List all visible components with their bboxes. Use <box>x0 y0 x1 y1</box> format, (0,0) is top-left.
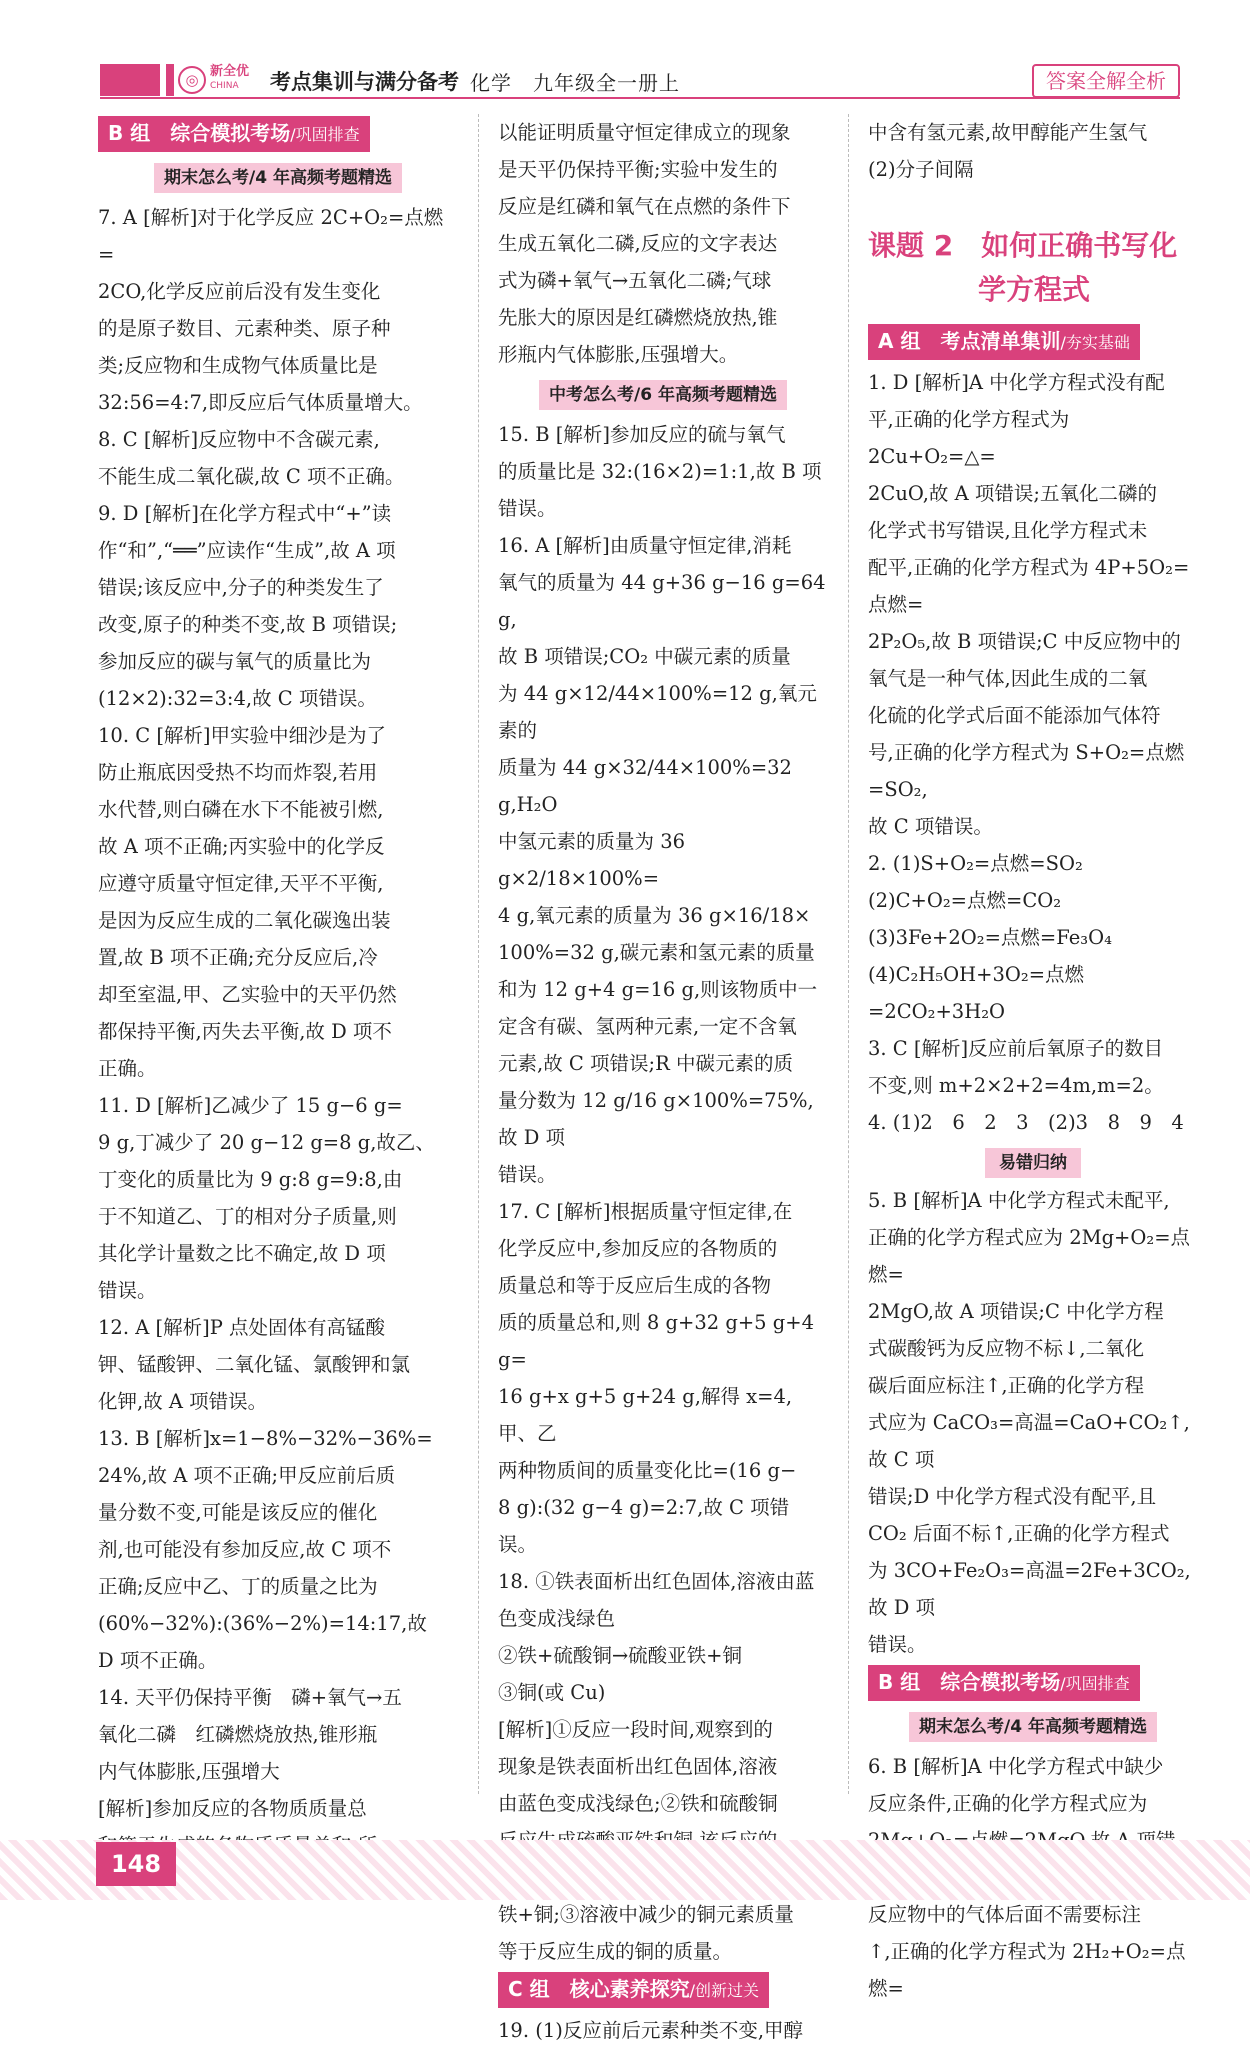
text-line: 反应是红磷和氧气在点燃的条件下 <box>498 195 791 218</box>
text-line: 质量为 44 g×32/44×100%=32 g,H₂O <box>498 756 792 816</box>
text-line: 正确;反应中乙、丁的质量之比为 <box>98 1575 378 1598</box>
text-line: 错误。 <box>98 1279 157 1302</box>
text-line: (4)C₂H₅OH+3O₂=点燃=2CO₂+3H₂O <box>868 963 1085 1023</box>
text-line: 不能生成二氧化碳,故 C 项不正确。 <box>98 465 405 488</box>
text-line: (12×2):32=3:4,故 C 项错误。 <box>98 687 377 710</box>
text-line: 是因为反应生成的二氧化碳逸出装 <box>98 909 391 932</box>
column-3 <box>868 114 1198 2007</box>
text-line: 14. 天平仍保持平衡 磷+氧气→五 <box>98 1686 402 1709</box>
text-line: 质的质量总和,则 8 g+32 g+5 g+4 g= <box>498 1311 814 1371</box>
text-line: 形瓶内气体膨胀,压强增大。 <box>498 343 739 366</box>
text-line: 却至室温,甲、乙实验中的天平仍然 <box>98 983 397 1006</box>
text-line: 反应条件,正确的化学方程式应为 <box>868 1792 1148 1815</box>
text-line: 24%,故 A 项不正确;甲反应前后质 <box>98 1464 396 1487</box>
subsection-heading: 中考怎么考/6 年高频考题精选 <box>498 375 828 412</box>
page-header <box>100 64 1180 96</box>
text-line: 9 g,丁减少了 20 g−12 g=8 g,故乙、 <box>98 1131 435 1154</box>
text-line: 都保持平衡,丙失去平衡,故 D 项不 <box>98 1020 392 1043</box>
text-line: 其化学计量数之比不确定,故 D 项 <box>98 1242 386 1265</box>
text-line: CO₂ 后面不标↑,正确的化学方程式 <box>868 1522 1170 1545</box>
text-line: (2)分子间隔 <box>868 158 974 181</box>
text-line: 2MgO,故 A 项错误;C 中化学方程 <box>868 1300 1164 1323</box>
column-divider <box>848 114 849 1794</box>
text-line: [解析]①反应一段时间,观察到的 <box>498 1718 773 1741</box>
text-line: ③铜(或 Cu) <box>498 1681 606 1704</box>
answer-text-block <box>498 2012 828 2049</box>
text-line: ②铁+硫酸铜→硫酸亚铁+铜 <box>498 1644 743 1667</box>
answer-text-block <box>98 199 458 1864</box>
answer-text-block <box>868 364 1198 1141</box>
text-line: 水代替,则白磷在水下不能被引燃, <box>98 798 384 821</box>
text-line: 正确。 <box>98 1057 157 1080</box>
text-line: 错误;D 中化学方程式没有配平,且 <box>868 1485 1157 1508</box>
text-line: 剂,也可能没有参加反应,故 C 项不 <box>98 1538 392 1561</box>
text-line: 氧气的质量为 44 g+36 g−16 g=64 g, <box>498 571 826 631</box>
text-line: 量分数为 12 g/16 g×100%=75%,故 D 项 <box>498 1089 814 1149</box>
text-line: (60%−32%):(36%−2%)=14:17,故 <box>98 1612 427 1635</box>
header-rule <box>100 97 1180 99</box>
text-line: 式碳酸钙为反应物不标↓,二氧化 <box>868 1337 1145 1360</box>
tag-error-summary: 易错归纳 <box>868 1143 1198 1180</box>
text-line: 4. (1)2 6 2 3 (2)3 8 9 4 <box>868 1111 1184 1134</box>
text-line: 类;反应物和生成物气体质量比是 <box>98 354 378 377</box>
header-badge: 答案全解全析 <box>1032 64 1180 98</box>
logo-icon: ◎ <box>178 66 206 94</box>
text-line: 16. A [解析]由质量守恒定律,消耗 <box>498 534 792 557</box>
text-line: 错误。 <box>868 1633 927 1656</box>
text-line: 改变,原子的种类不变,故 B 项错误; <box>98 613 398 636</box>
text-line: 化学反应中,参加反应的各物质的 <box>498 1237 778 1260</box>
page-number: 148 <box>96 1842 176 1886</box>
header-accent-bar <box>100 64 160 96</box>
answer-text-block <box>868 1182 1198 1663</box>
text-line: 两种物质间的质量变化比=(16 g− <box>498 1459 797 1482</box>
section-heading: B 组 综合模拟考场/巩固排查 <box>98 116 370 152</box>
text-line: 2CO,化学反应前后没有发生变化 <box>98 280 381 303</box>
answer-text-block <box>498 416 828 1970</box>
text-line: 化硫的化学式后面不能添加气体符 <box>868 704 1161 727</box>
column-divider <box>478 114 479 1794</box>
subsection-heading: 期末怎么考/4 年高频考题精选 <box>868 1707 1198 1744</box>
text-line: 100%=32 g,碳元素和氢元素的质量 <box>498 941 815 964</box>
text-line: 以能证明质量守恒定律成立的现象 <box>498 121 791 144</box>
text-line: 元素,故 C 项错误;R 中碳元素的质 <box>498 1052 793 1075</box>
text-line: 8 g):(32 g−4 g)=2:7,故 C 项错误。 <box>498 1496 790 1556</box>
text-line: 9. D [解析]在化学方程式中“+”读 <box>98 502 392 525</box>
text-line: 作“和”,“══”应读作“生成”,故 A 项 <box>98 539 396 562</box>
text-line: 质量总和等于反应后生成的各物 <box>498 1274 772 1297</box>
text-line: 定含有碳、氢两种元素,一定不含氧 <box>498 1015 797 1038</box>
text-line: ↑,正确的化学方程式为 2H₂+O₂=点燃= <box>868 1940 1186 2000</box>
text-line: 碳后面应标注↑,正确的化学方程 <box>868 1374 1145 1397</box>
text-line: 不变,则 m+2×2+2=4m,m=2。 <box>868 1074 1164 1097</box>
text-line: 量分数不变,可能是该反应的催化 <box>98 1501 378 1524</box>
text-line: 错误。 <box>498 497 557 520</box>
text-line: 内气体膨胀,压强增大 <box>98 1760 280 1783</box>
text-line: 2P₂O₅,故 B 项错误;C 中反应物中的 <box>868 630 1181 653</box>
column-1 <box>98 114 458 1864</box>
text-line: 故 B 项错误;CO₂ 中碳元素的质量 <box>498 645 791 668</box>
text-line: 于不知道乙、丁的相对分子质量,则 <box>98 1205 397 1228</box>
text-line: 式应为 CaCO₃=高温=CaO+CO₂↑,故 C 项 <box>868 1411 1190 1471</box>
column-2 <box>498 114 828 2049</box>
text-line: 的质量比是 32:(16×2)=1:1,故 B 项 <box>498 460 822 483</box>
text-line: 为 44 g×12/44×100%=12 g,氧元素的 <box>498 682 817 742</box>
text-line: 铁+铜;③溶液中减少的铜元素质量 <box>498 1903 794 1926</box>
text-line: 正确的化学方程式应为 2Mg+O₂=点燃= <box>868 1226 1191 1286</box>
text-line: 2CuO,故 A 项错误;五氧化二磷的 <box>868 482 1157 505</box>
text-line: 等于反应生成的铜的质量。 <box>498 1940 733 1963</box>
text-line: 先胀大的原因是红磷燃烧放热,锥 <box>498 306 778 329</box>
text-line: (3)3Fe+2O₂=点燃=Fe₃O₄ <box>868 926 1112 949</box>
text-line: 生成五氧化二磷,反应的文字表达 <box>498 232 778 255</box>
text-line: 1. D [解析]A 中化学方程式没有配 <box>868 371 1165 394</box>
text-line: 中含有氢元素,故甲醇能产生氢气 <box>868 121 1148 144</box>
text-line: 置,故 B 项不正确;充分反应后,冷 <box>98 946 378 969</box>
text-line: 防止瓶底因受热不均而炸裂,若用 <box>98 761 378 784</box>
text-line: 故 C 项错误。 <box>868 815 993 838</box>
text-line: 10. C [解析]甲实验中细沙是为了 <box>98 724 387 747</box>
section-heading: B 组 综合模拟考场/巩固排查 <box>868 1665 1140 1701</box>
text-line: 钾、锰酸钾、二氧化锰、氯酸钾和氯 <box>98 1353 411 1376</box>
text-line: 3. C [解析]反应前后氧原子的数目 <box>868 1037 1164 1060</box>
text-line: 12. A [解析]P 点处固体有高锰酸 <box>98 1316 386 1339</box>
text-line: 故 A 项不正确;丙实验中的化学反 <box>98 835 385 858</box>
section-heading: A 组 考点清单集训/夯实基础 <box>868 324 1140 360</box>
text-line: 32:56=4:7,即反应后气体质量增大。 <box>98 391 423 414</box>
header-accent-bar-small <box>166 64 174 96</box>
text-line: 氧化二磷 红磷燃烧放热,锥形瓶 <box>98 1723 378 1746</box>
text-line: 色变成浅绿色 <box>498 1607 616 1630</box>
text-line: 配平,正确的化学方程式为 4P+5O₂=点燃= <box>868 556 1190 616</box>
text-line: 的是原子数目、元素种类、原子种 <box>98 317 391 340</box>
book-title: 考点集训与满分备考 <box>270 70 459 94</box>
text-line: 13. B [解析]x=1−8%−32%−36%= <box>98 1427 433 1450</box>
text-line: 参加反应的碳与氧气的质量比为 <box>98 650 372 673</box>
page-footer-pattern <box>0 1840 1250 1900</box>
text-line: 由蓝色变成浅绿色;②铁和硫酸铜 <box>498 1792 778 1815</box>
text-line: D 项不正确。 <box>98 1649 218 1672</box>
logo-text: 新全优 <box>210 64 250 79</box>
subsection-heading: 期末怎么考/4 年高频考题精选 <box>98 158 458 195</box>
text-line: 和为 12 g+4 g=16 g,则该物质中一 <box>498 978 818 1001</box>
book-subject: 化学 九年级全一册上 <box>470 71 680 95</box>
text-line: 错误。 <box>498 1163 557 1186</box>
text-line: 16 g+x g+5 g+24 g,解得 x=4,甲、乙 <box>498 1385 793 1445</box>
text-line: [解析]参加反应的各物质质量总 <box>98 1797 367 1820</box>
text-line: 化钾,故 A 项错误。 <box>98 1390 268 1413</box>
lesson-title: 课题 2 如何正确书写化 学方程式 <box>868 229 1178 306</box>
logo-sub: CHINA <box>210 81 239 91</box>
text-line: 19. (1)反应前后元素种类不变,甲醇 <box>498 2019 804 2042</box>
text-line: 17. C [解析]根据质量守恒定律,在 <box>498 1200 793 1223</box>
text-line: 号,正确的化学方程式为 S+O₂=点燃=SO₂, <box>868 741 1185 801</box>
text-line: 应遵守质量守恒定律,天平不平衡, <box>98 872 384 895</box>
section-heading: C 组 核心素养探究/创新过关 <box>498 1972 769 2008</box>
text-line: 7. A [解析]对于化学反应 2C+O₂=点燃= <box>98 206 444 266</box>
text-line: 化学式书写错误,且化学方程式未 <box>868 519 1148 542</box>
text-line: 为 3CO+Fe₂O₃=高温=2Fe+3CO₂,故 D 项 <box>868 1559 1191 1619</box>
text-line: 4 g,氧元素的质量为 36 g×16/18× <box>498 904 811 927</box>
text-line: 8. C [解析]反应物中不含碳元素, <box>98 428 380 451</box>
text-line: (2)C+O₂=点燃=CO₂ <box>868 889 1062 912</box>
text-line: 18. ①铁表面析出红色固体,溶液由蓝 <box>498 1570 815 1593</box>
text-line: 丁变化的质量比为 9 g:8 g=9:8,由 <box>98 1168 403 1191</box>
text-line: 15. B [解析]参加反应的硫与氧气 <box>498 423 786 446</box>
text-line: 平,正确的化学方程式为 2Cu+O₂=△= <box>868 408 1070 468</box>
text-line: 错误;该反应中,分子的种类发生了 <box>98 576 384 599</box>
text-line: 氧气是一种气体,因此生成的二氧 <box>868 667 1148 690</box>
text-line: 反应物中的气体后面不需要标注 <box>868 1903 1142 1926</box>
text-line: 是天平仍保持平衡;实验中发生的 <box>498 158 778 181</box>
answer-text-block <box>498 114 828 373</box>
text-line: 现象是铁表面析出红色固体,溶液 <box>498 1755 778 1778</box>
text-line: 2. (1)S+O₂=点燃=SO₂ <box>868 852 1083 875</box>
text-line: 式为磷+氧气→五氧化二磷;气球 <box>498 269 772 292</box>
text-line: 11. D [解析]乙减少了 15 g−6 g= <box>98 1094 403 1117</box>
answer-text-block <box>868 114 1198 188</box>
text-line: 中氢元素的质量为 36 g×2/18×100%= <box>498 830 686 890</box>
text-line: 6. B [解析]A 中化学方程式中缺少 <box>868 1755 1164 1778</box>
text-line: 5. B [解析]A 中化学方程式未配平, <box>868 1189 1170 1212</box>
